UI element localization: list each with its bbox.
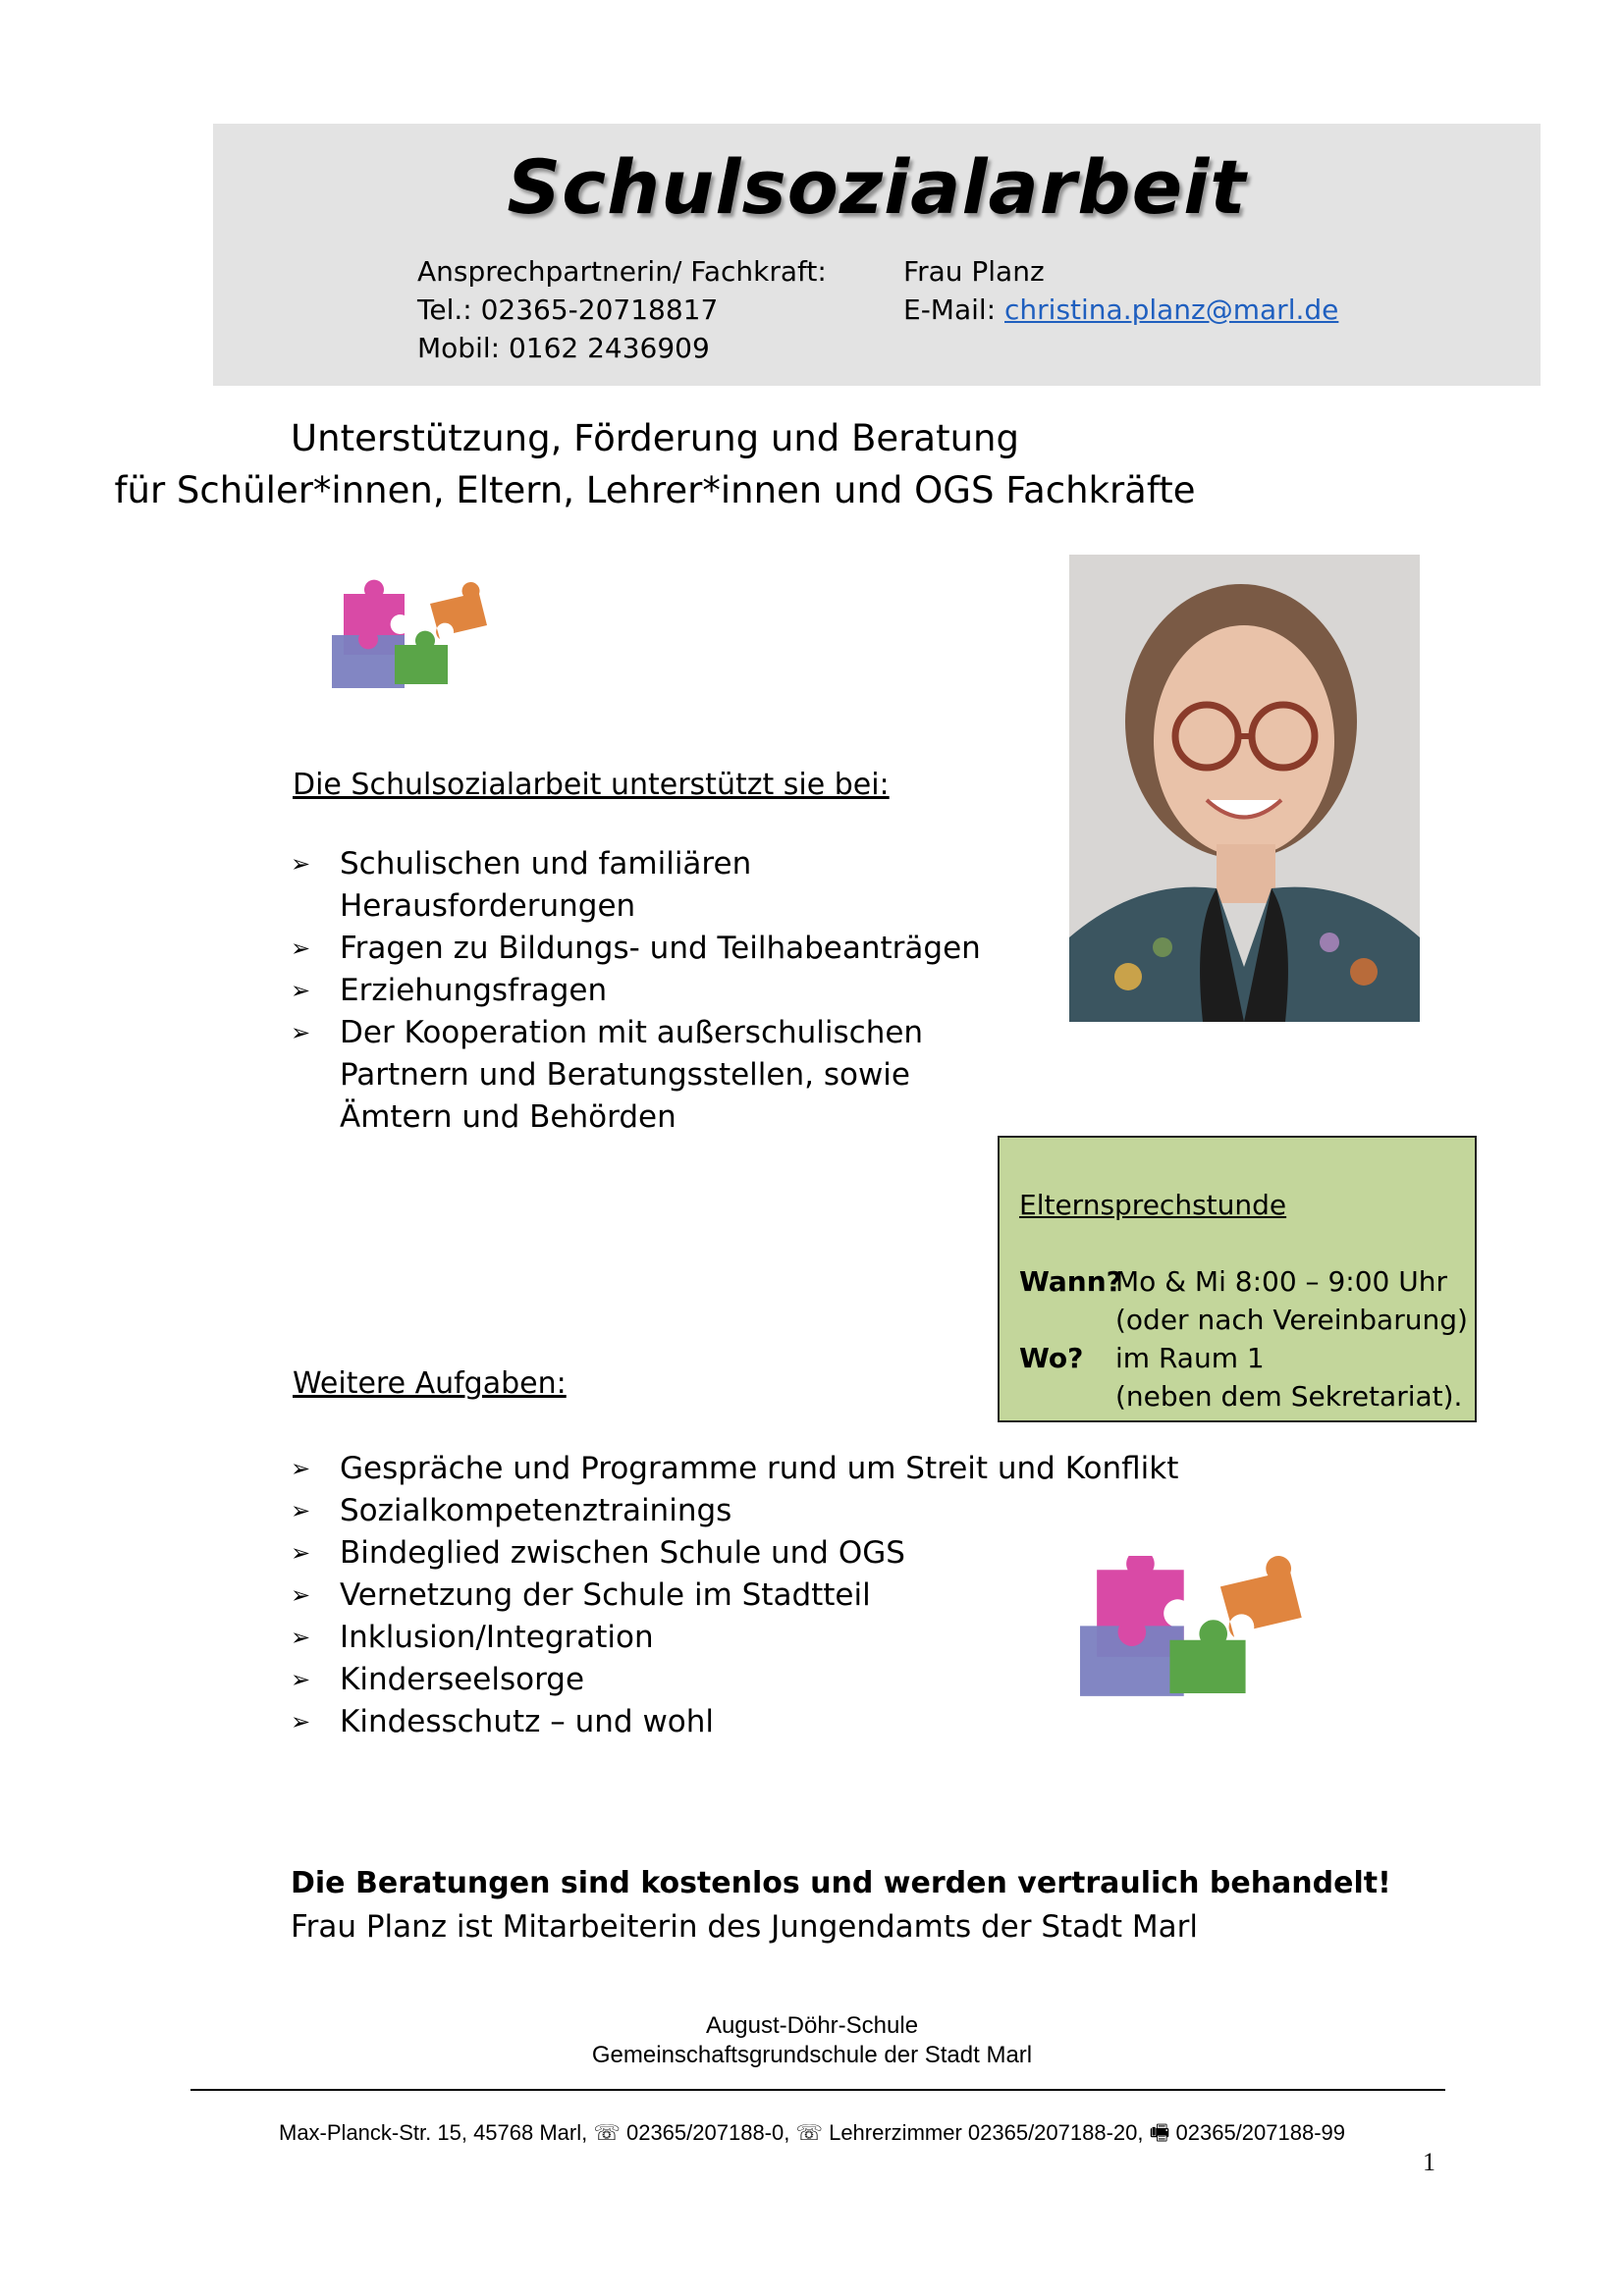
portrait-photo bbox=[1069, 555, 1420, 1022]
contact-mobile: Mobil: 0162 2436909 bbox=[417, 332, 710, 364]
when-note: (oder nach Vereinbarung) bbox=[1115, 1304, 1468, 1336]
list-item: ➢ Der Kooperation mit außerschulischen bbox=[291, 1012, 981, 1054]
email-link[interactable]: christina.planz@marl.de bbox=[1004, 294, 1339, 326]
where-value: im Raum 1 bbox=[1115, 1342, 1265, 1374]
list-item: Ämtern und Behörden bbox=[340, 1099, 677, 1135]
subtitle-line-2: für Schüler*innen, Eltern, Lehrer*innen und OGS Fachkräfte bbox=[114, 469, 1196, 511]
arrow-bullet-icon: ➢ bbox=[291, 1708, 311, 1735]
list-item: ➢ Schulischen und familiären bbox=[291, 843, 981, 885]
contact-name: Frau Planz bbox=[903, 255, 1045, 288]
when-value: Mo & Mi 8:00 – 9:00 Uhr bbox=[1115, 1265, 1447, 1298]
list-item: Partnern und Beratungsstellen, sowie bbox=[340, 1057, 910, 1093]
email-label: E-Mail: bbox=[903, 294, 1005, 326]
arrow-bullet-icon: ➢ bbox=[291, 1455, 311, 1482]
contact-phone: Tel.: 02365-20718817 bbox=[417, 294, 719, 326]
subtitle-line-1: Unterstützung, Förderung und Beratung bbox=[291, 417, 1019, 459]
list-item: ➢ Kindesschutz – und wohl bbox=[291, 1701, 1178, 1743]
page-title: Schulsozialarbeit bbox=[507, 143, 1247, 231]
footer-school-sub: Gemeinschaftsgrundschule der Stadt Marl bbox=[591, 2042, 1033, 2068]
arrow-bullet-icon: ➢ bbox=[291, 977, 311, 1004]
support-list bbox=[291, 843, 981, 1139]
arrow-bullet-icon: ➢ bbox=[291, 850, 311, 878]
tasks-heading: Weitere Aufgaben: bbox=[293, 1366, 567, 1401]
arrow-bullet-icon: ➢ bbox=[291, 1666, 311, 1693]
support-heading: Die Schulsozialarbeit unterstützt sie bei: bbox=[293, 768, 890, 802]
page-number: 1 bbox=[1423, 2148, 1435, 2176]
arrow-bullet-icon: ➢ bbox=[291, 1497, 311, 1524]
arrow-bullet-icon: ➢ bbox=[291, 934, 311, 962]
arrow-bullet-icon: ➢ bbox=[291, 1581, 311, 1609]
puzzle-pieces-icon bbox=[324, 574, 491, 697]
list-item: ➢ Inklusion/Integration bbox=[291, 1617, 1178, 1659]
footer-school-name: August-Döhr-Schule bbox=[705, 2012, 919, 2039]
list-item: ➢ Sozialkompetenztrainings bbox=[291, 1490, 1178, 1532]
list-item: ➢ Fragen zu Bildungs- und Teilhabeanträgen bbox=[291, 928, 981, 970]
footer-address: Max-Planck-Str. 15, 45768 Marl, ☏ 02365/207188-0, ☏ Lehrerzimmer 02365/207188-20, 🖷 02365/207188-99 bbox=[279, 2120, 1345, 2145]
arrow-bullet-icon: ➢ bbox=[291, 1019, 311, 1046]
when-label: Wann? bbox=[1019, 1265, 1122, 1298]
employer-note: Frau Planz ist Mitarbeiterin des Jungendamts der Stadt Marl bbox=[291, 1909, 1198, 1945]
list-item: ➢ Kinderseelsorge bbox=[291, 1659, 1178, 1701]
list-item: ➢ Vernetzung der Schule im Stadtteil bbox=[291, 1575, 1178, 1617]
office-hours-title: Elternsprechstunde bbox=[1019, 1189, 1287, 1221]
list-item: ➢ Erziehungsfragen bbox=[291, 970, 981, 1012]
contact-label: Ansprechpartnerin/ Fachkraft: bbox=[417, 255, 827, 288]
list-item: ➢ Bindeglied zwischen Schule und OGS bbox=[291, 1532, 1178, 1575]
contact-email-row bbox=[903, 291, 1338, 329]
list-item: ➢ Gespräche und Programme rund um Streit und Konflikt bbox=[291, 1448, 1178, 1490]
footer-divider bbox=[190, 2089, 1445, 2091]
confidentiality-note: Die Beratungen sind kostenlos und werden vertraulich behandelt! bbox=[291, 1866, 1391, 1900]
puzzle-pieces-icon bbox=[1065, 1556, 1311, 1703]
office-hours-box bbox=[998, 1136, 1477, 1422]
arrow-bullet-icon: ➢ bbox=[291, 1539, 311, 1567]
list-item: Herausforderungen bbox=[340, 888, 636, 924]
where-label: Wo? bbox=[1019, 1342, 1084, 1374]
where-note: (neben dem Sekretariat). bbox=[1115, 1380, 1463, 1413]
arrow-bullet-icon: ➢ bbox=[291, 1624, 311, 1651]
tasks-list bbox=[291, 1448, 1178, 1743]
